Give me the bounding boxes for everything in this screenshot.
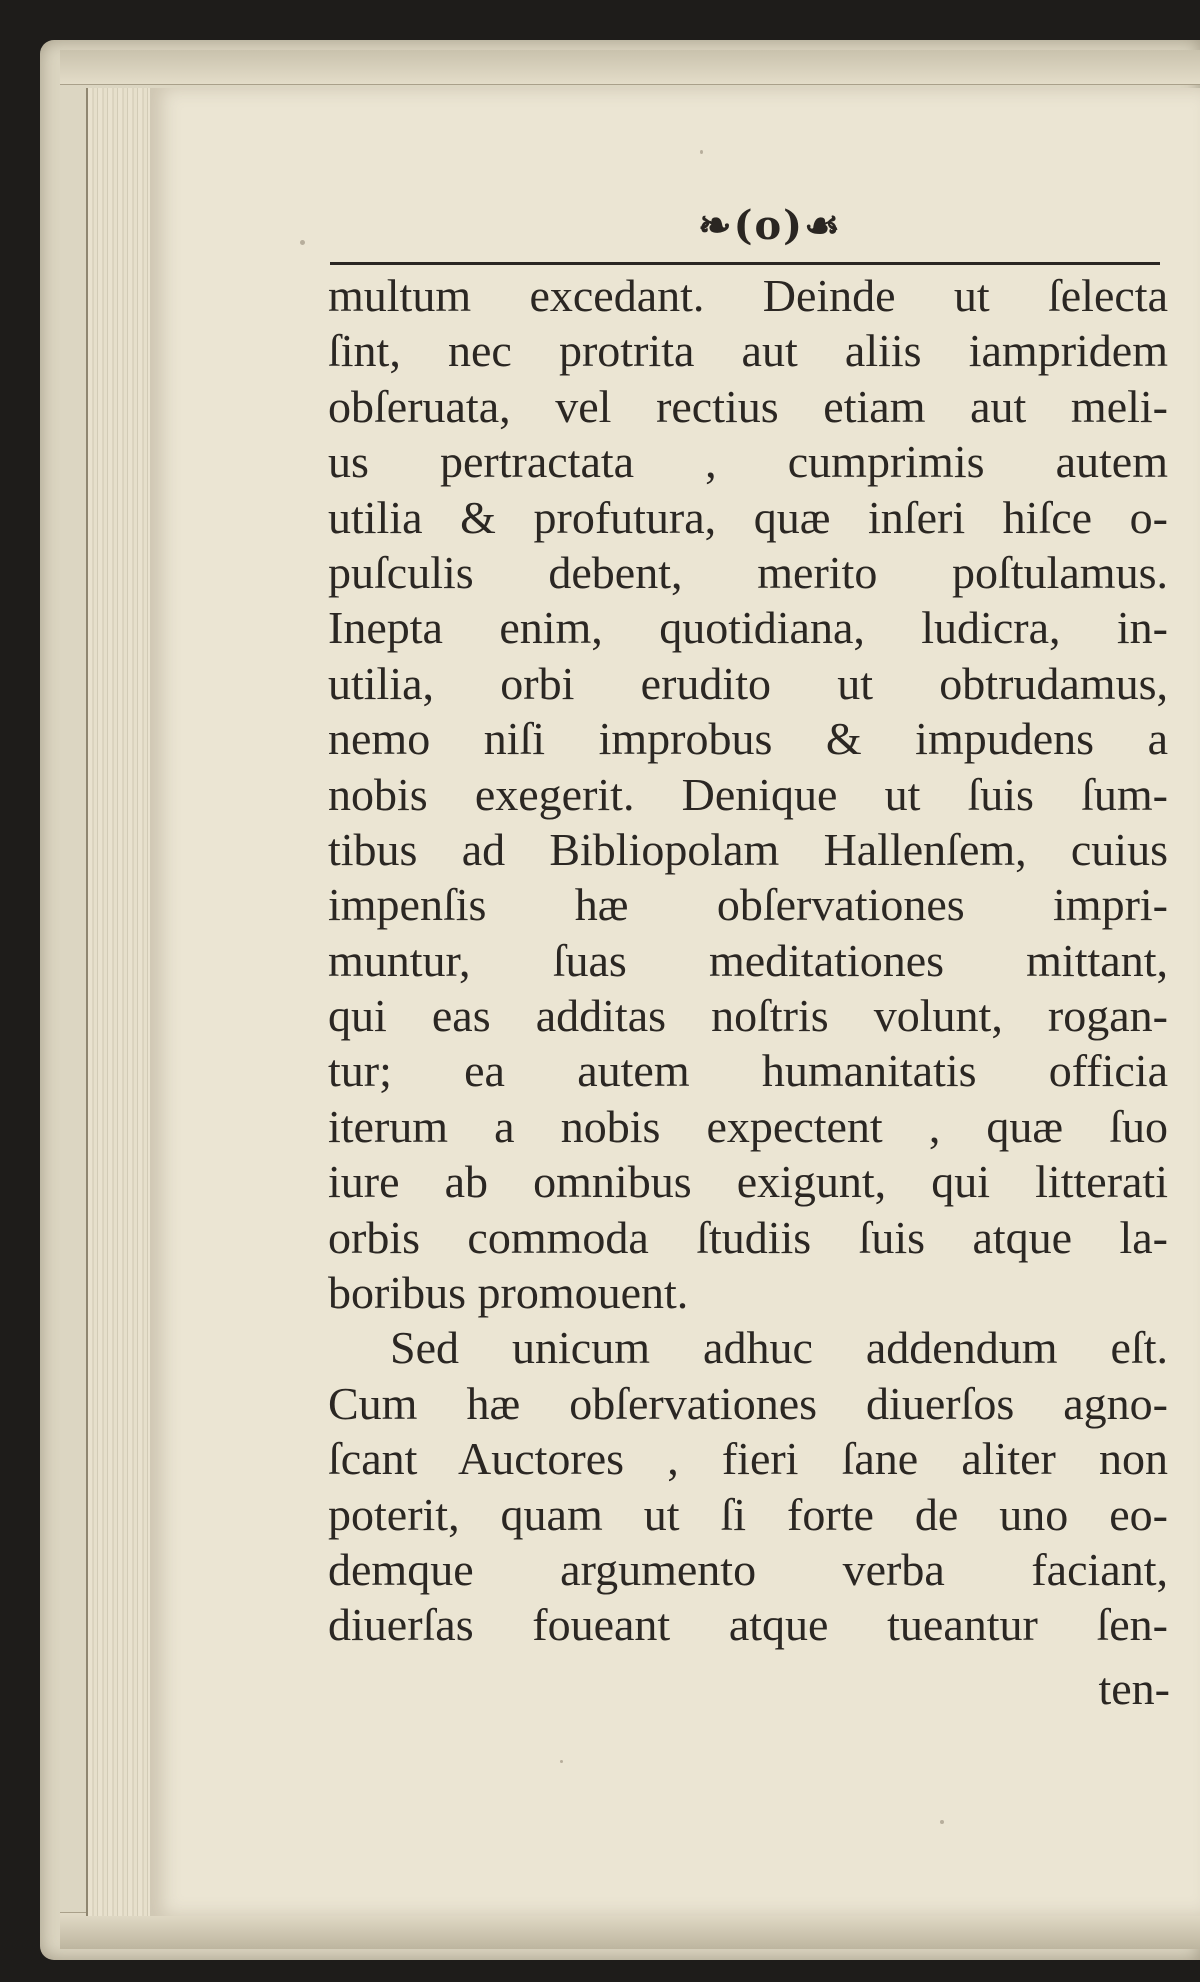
paper-speck [700,150,703,154]
text-line-20: Sed unicum adhuc addendum eſt. [390,1322,1168,1374]
text-line-6: puſculis debent, merito poſtulamus. [328,546,1168,598]
text-line-17: iure ab omnibus exigunt, qui litterati [328,1156,1168,1208]
header-ornament: ❧(o)☙ [698,202,842,249]
cover-bottom-edge [60,1912,1200,1949]
page-header [180,110,1170,270]
cover-top-edge [60,50,1200,85]
text-line-21: Cum hæ obſervationes diuerſos agno- [328,1377,1168,1429]
text-line-23: poterit, quam ut ſi forte de uno eo- [328,1488,1168,1540]
text-line-15: tur; ea autem humanitatis officia [328,1045,1168,1097]
text-line-5: utilia & profutura, quæ inſeri hiſce o- [328,491,1168,543]
page-edges [86,88,158,1916]
text-line-19: boribus promouent. [328,1267,689,1319]
text-line-4: us pertractata , cumprimis autem [328,436,1168,488]
text-line-18: orbis commoda ſtudiis ſuis atque la- [328,1211,1168,1263]
paper-speck [560,1760,563,1763]
text-line-12: impenſis hæ obſervationes impri- [328,879,1168,931]
paper-speck [300,240,305,245]
catchword: ten- [1098,1663,1170,1714]
text-line-25: diuerſas foueant atque tueantur ſen- [328,1599,1168,1651]
text-line-22: ſcant Auctores , fieri ſane aliter non [328,1433,1168,1485]
text-line-2: ſint, nec protrita aut aliis iampridem [328,325,1168,377]
text-line-8: utilia, orbi erudito ut obtrudamus, [328,657,1168,709]
text-line-16: iterum a nobis expectent , quæ ſuo [328,1100,1168,1152]
text-line-1: multum excedant. Deinde ut ſelecta [328,270,1168,321]
body-text [328,268,1168,1653]
text-line-24: demque argumento verba faciant, [328,1543,1168,1595]
paper-speck [940,1820,944,1824]
text-line-14: qui eas additas noſtris volunt, rogan- [328,990,1168,1042]
header-rule [330,262,1160,265]
text-line-13: muntur, ſuas meditationes mittant, [328,934,1168,986]
text-line-9: nemo niſi improbus & impudens a [328,713,1168,765]
text-line-3: obſeruata, vel rectius etiam aut meli- [328,380,1168,432]
text-line-10: nobis exegerit. Denique ut ſuis ſum- [328,768,1168,820]
text-line-7: Inepta enim, quotidiana, ludicra, in- [328,602,1168,654]
text-line-11: tibus ad Bibliopolam Hallenſem, cuius [328,823,1168,875]
